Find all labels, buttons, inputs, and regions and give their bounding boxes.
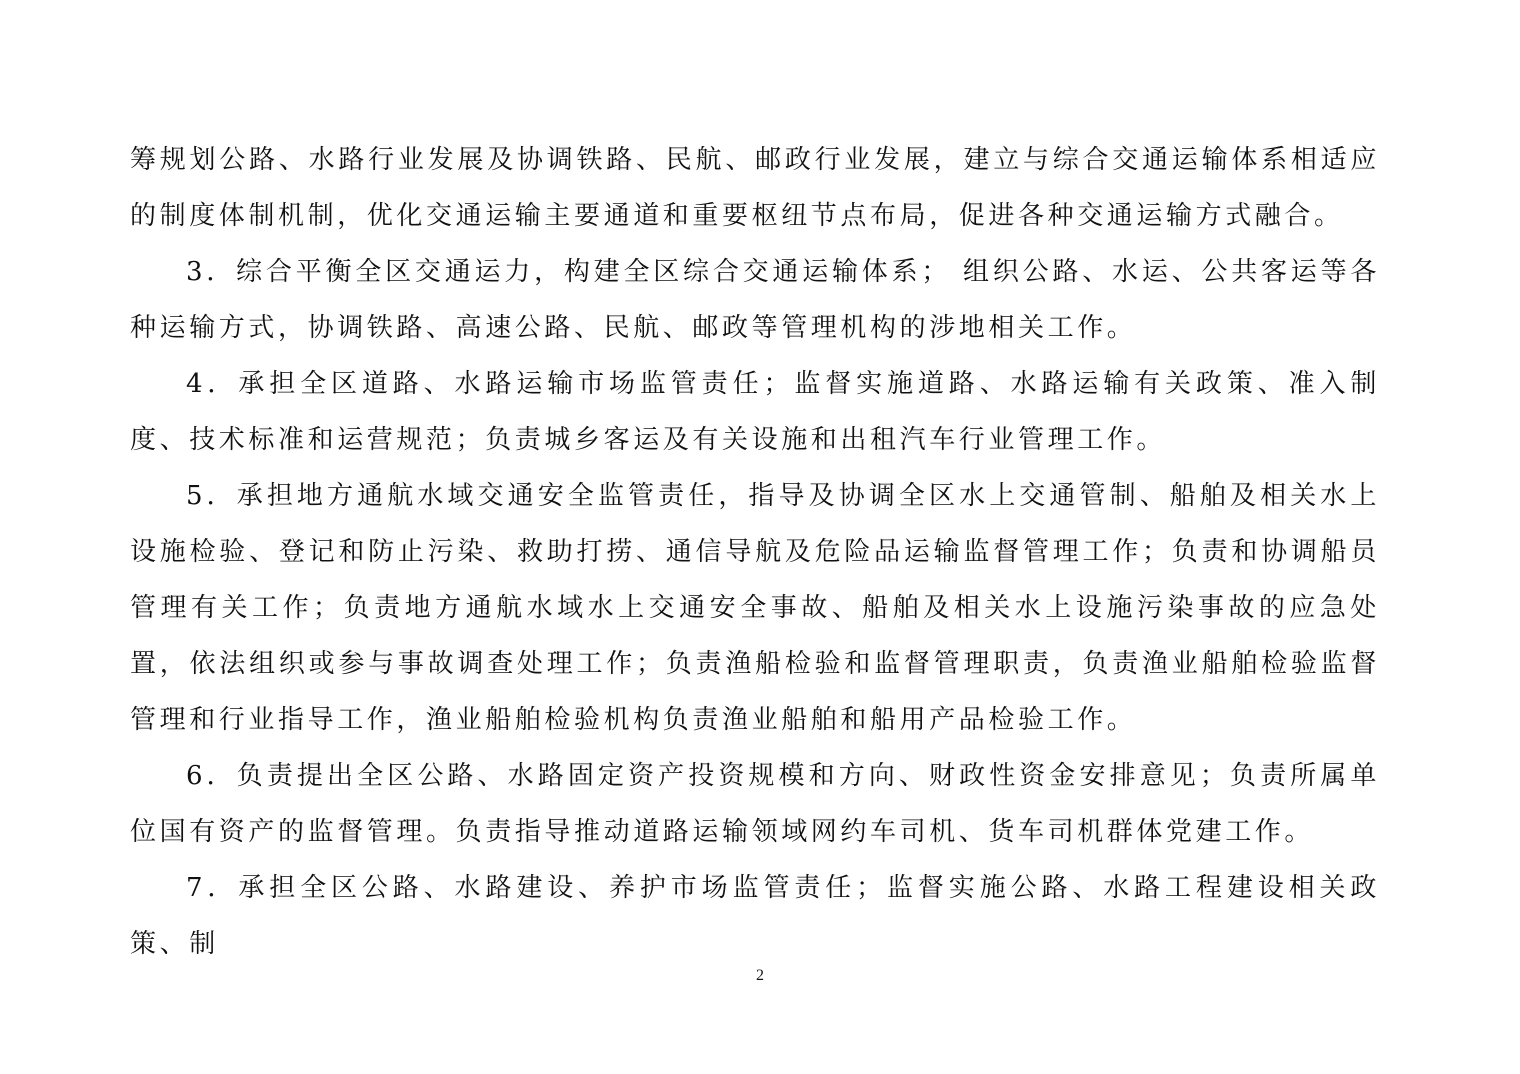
paragraph-item-5: 5．承担地方通航水域交通安全监管责任，指导及协调全区水上交通管制、船舶及相关水上设施检验、登记和防止污染、救助打捞、通信导航及危险品运输监督管理工作；负责和协调船员管理有关工作；负责地方通航水域水上交通安全事故、船舶及相关水上设施污染事故的应急处置，依法组织或参与事故调查处理工作；负责渔船检验和监督管理职责，负责渔业船舶检验监督管理和行业指导工作，渔业船舶检验机构负责渔业船舶和船用产品检验工作。 — [130, 481, 1380, 735]
page-number: 2 — [756, 967, 764, 984]
paragraph-item-4: 4．承担全区道路、水路运输市场监管责任；监督实施道路、水路运输有关政策、准入制度、技术标准和运营规范；负责城乡客运及有关设施和出租汽车行业管理工作。 — [130, 369, 1380, 455]
paragraph-continued: 筹规划公路、水路行业发展及协调铁路、民航、邮政行业发展，建立与综合交通运输体系相适应的制度体制机制，优化交通运输主要通道和重要枢纽节点布局，促进各种交通运输方式融合。 — [130, 145, 1380, 231]
paragraph-item-3: 3．综合平衡全区交通运力，构建全区综合交通运输体系； 组织公路、水运、公共客运等各种运输方式，协调铁路、高速公路、民航、邮政等管理机构的涉地相关工作。 — [130, 257, 1380, 343]
body-text — [130, 132, 1380, 972]
paragraph-item-7: 7．承担全区公路、水路建设、养护市场监管责任；监督实施公路、水路工程建设相关政策、制 — [130, 873, 1380, 959]
paragraph-item-6: 6．负责提出全区公路、水路固定资产投资规模和方向、财政性资金安排意见；负责所属单位国有资产的监督管理。负责指导推动道路运输领域网约车司机、货车司机群体党建工作。 — [130, 761, 1380, 847]
